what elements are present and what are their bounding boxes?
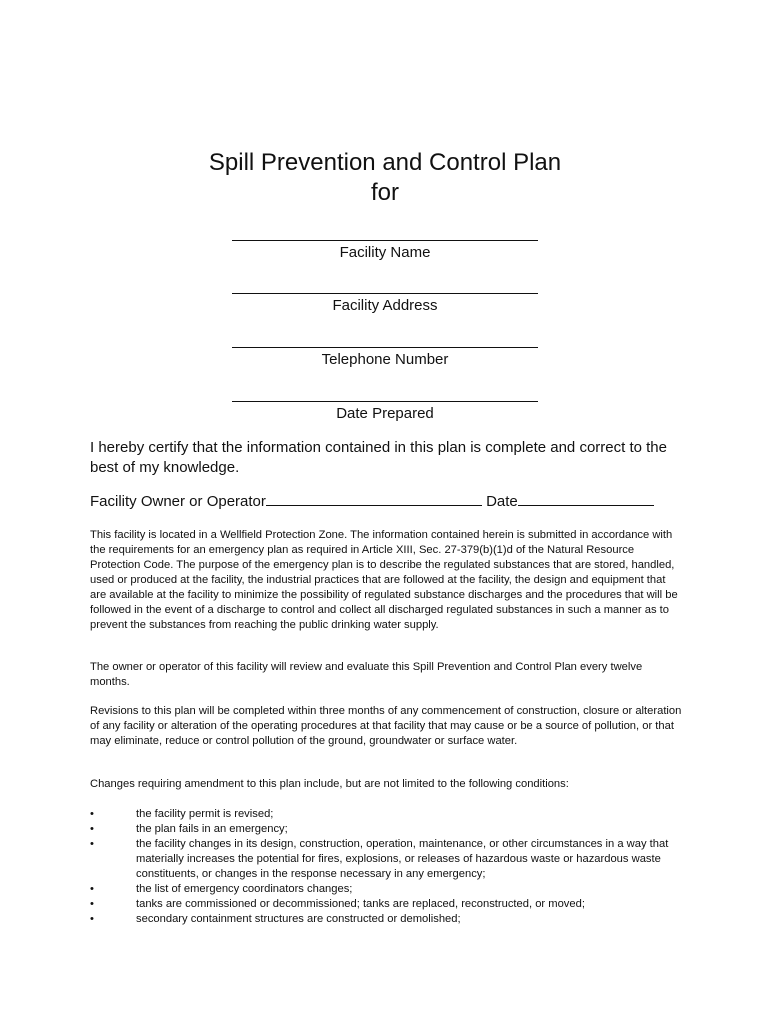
bullet-icon: • (90, 808, 94, 820)
page-title-for: for (370, 179, 399, 206)
conditions-list (90, 807, 684, 927)
facility-name-field[interactable] (232, 240, 538, 262)
facility-address-label: Facility Address (332, 297, 438, 314)
telephone-number-blank[interactable] (232, 347, 538, 348)
bullet-icon: • (90, 883, 94, 895)
amendment-intro: Changes requiring amendment to this plan include, but are not limited to the following conditions: (90, 778, 569, 790)
bullet-icon: • (90, 898, 94, 910)
page-title: Spill Prevention and Control Plan (208, 149, 562, 176)
facility-name-blank[interactable] (232, 240, 538, 241)
facility-name-label: Facility Name (339, 244, 431, 261)
certification-statement: I hereby certify that the information contained in this plan is complete and correct to the best of my knowledge. (90, 439, 667, 476)
date-blank[interactable] (518, 491, 654, 506)
date-prepared-blank[interactable] (232, 401, 538, 402)
list-item: • the facility permit is revised; (90, 808, 274, 820)
telephone-number-field[interactable] (232, 347, 538, 369)
signature-row (90, 491, 710, 512)
facility-address-blank[interactable] (232, 293, 538, 294)
revisions-paragraph: Revisions to this plan will be completed within three months of any commencement of construction, closure or alteration of any facility or alteration of the operating procedures at that facility that may cause or be a source of pollution, or that may eliminate, reduce or control pollution of the ground, groundwater or surface water. (90, 705, 682, 747)
list-item: • the list of emergency coordinators changes; (90, 883, 353, 895)
list-item: • the plan fails in an emergency; (90, 823, 288, 835)
date-label: Date (486, 493, 518, 510)
list-item: • tanks are commissioned or decommissioned; tanks are replaced, reconstructed, or moved; (90, 898, 585, 910)
facility-address-field[interactable] (232, 293, 538, 315)
bullet-icon: • (90, 823, 94, 835)
telephone-number-label: Telephone Number (321, 351, 449, 368)
review-paragraph: The owner or operator of this facility will review and evaluate this Spill Prevention and Control Plan every twelve months. (90, 661, 643, 688)
owner-operator-label: Facility Owner or Operator (90, 493, 266, 510)
list-item: • secondary containment structures are constructed or demolished; (90, 913, 461, 925)
owner-operator-blank[interactable] (266, 491, 482, 506)
bullet-icon: • (90, 838, 94, 850)
list-item: • the facility changes in its design, construction, operation, maintenance, or other circumstances in a way that materially increases the potential for fires, explosions, or releases of hazardous waste or hazardous waste constituents, or changes in the response necessary in any emergency; (90, 838, 669, 880)
date-prepared-label: Date Prepared (336, 405, 434, 422)
bullet-icon: • (90, 913, 94, 925)
wellfield-paragraph: This facility is located in a Wellfield Protection Zone. The information contained herein is submitted in accordance with the requirements for an emergency plan as required in Article XIII, Sec. 27-379(b)(1)d of the Natural Resource Protection Code. The purpose of the emergency plan is to describe the regulated substances that are stored, handled, used or produced at the facility, the industrial practices that are followed at the facility, the design and equipment that are available at the facility to minimize the possibility of regulated substance discharges and the procedures that will be followed in the event of a discharge to control and collect all discharged regulated substances in such a manner as to prevent the substances from reaching the public drinking water supply. (90, 529, 678, 631)
date-prepared-field[interactable] (232, 401, 538, 423)
